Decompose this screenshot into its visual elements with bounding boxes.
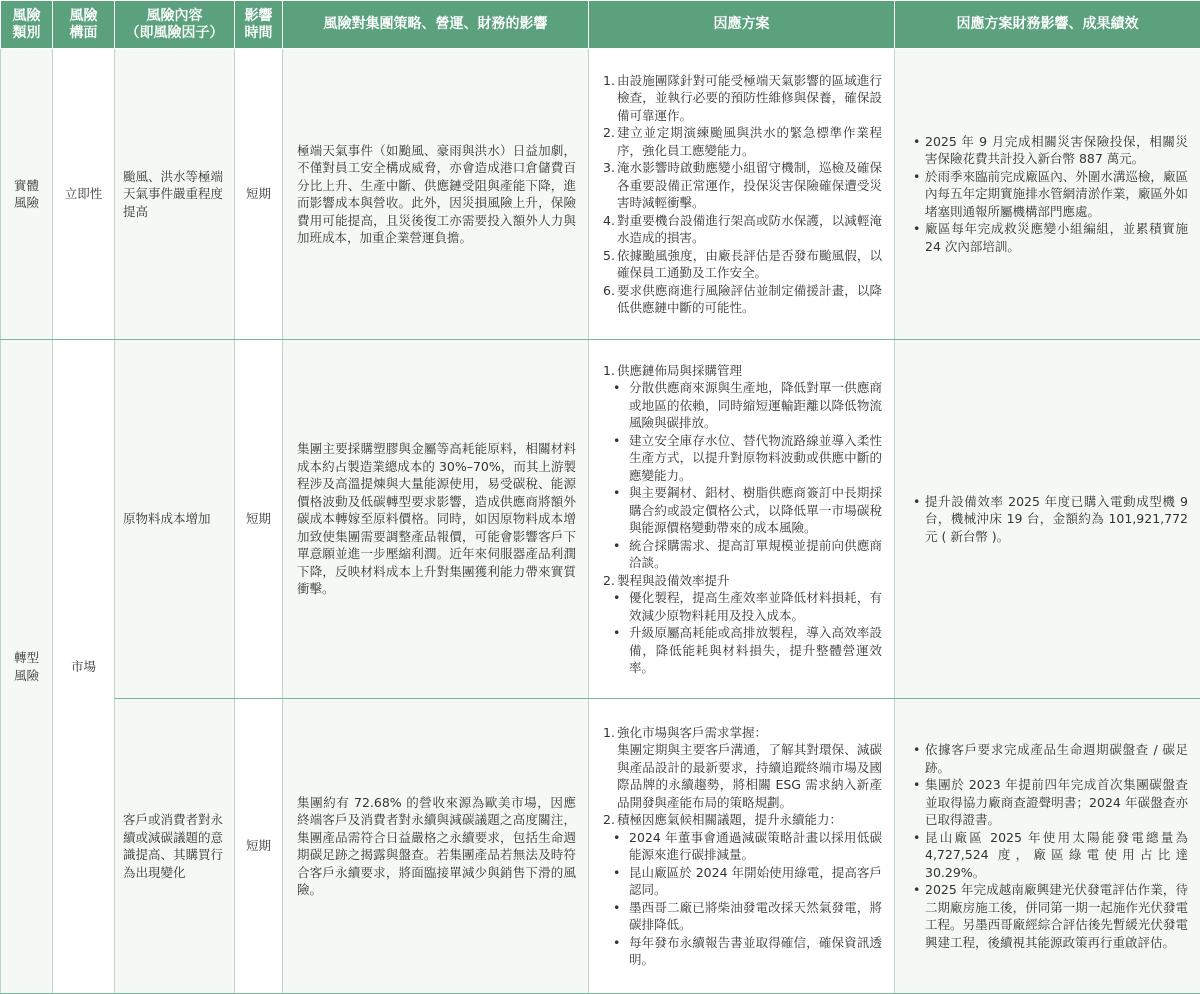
plan-item: 2. 積極因應氣候相關議題，提升永續能力： • 2024 年董事會通過減碳策略計畫以採用低碳能源來進行碳排減量。 • 昆山廠區於 2024 年開始使用綠電，提高客戶認同。 • 墨西哥二廠已將柴油發電改採天然氣發電，將碳排降低。 • 每年發布永續報告書並取得確信，確保資訊透明。 [603, 811, 882, 969]
plan-cell [589, 49, 895, 340]
result-item: • 於雨季來臨前完成廠區內、外圍水溝巡檢，廠區內每五年定期實施排水管網清淤作業，廠區外如堵塞則通報所屬機構部門應處。 [913, 168, 1188, 221]
plan-subitem: • 升級原屬高耗能或高排放製程，導入高效率設備，降低能耗與材料損失，提升整體營運效率。 [603, 624, 882, 677]
risk-content-cell: 原物料成本增加 [115, 340, 235, 699]
impact-time-cell: 短期 [235, 49, 283, 340]
header-plan: 因應方案 [589, 1, 895, 49]
result-cell [895, 340, 1200, 699]
plan-description: 集團定期與主要客戶溝通，了解其對環保、減碳與產品設計的最新要求，持續追蹤終端市場及國際品牌的永續趨勢，將相關 ESG 需求納入新產品開發與產能布局的策略規劃。 [617, 741, 882, 811]
plan-item: 4. 對重要機台設備進行架高或防水保護，以減輕淹水造成的損害。 [603, 212, 882, 247]
header-risk-aspect: 風險 構面 [53, 1, 115, 49]
risk-type-cell: 轉型風險 [1, 340, 53, 994]
plan-item: 1. 強化市場與客戶需求掌握： 集團定期與主要客戶溝通，了解其對環保、減碳與產品設計的最新要求，持續追蹤終端市場及國際品牌的永續趨勢，將相關 ESG 需求納入新產品開發與產能布局的策略規劃。 [603, 724, 882, 812]
impact-time-cell: 短期 [235, 699, 283, 994]
header-risk-type: 風險 類別 [1, 1, 53, 49]
risk-aspect-cell: 立即性 [53, 49, 115, 340]
plan-subitem: • 建立安全庫存水位、替代物流路線並導入柔性生產方式，以提升對原物料波動或供應中斷的應變能力。 [603, 432, 882, 485]
header-row [1, 1, 1200, 49]
risk-type-cell: 實體風險 [1, 49, 53, 340]
risk-content-cell: 颱風、洪水等極端天氣事件嚴重程度提高 [115, 49, 235, 340]
plan-subitem: • 每年發布永續報告書並取得確信，確保資訊透明。 [603, 934, 882, 969]
risk-content-cell: 客戶或消費者對永續或減碳議題的意識提高、其購買行為出現變化 [115, 699, 235, 994]
result-item: • 昆山廠區 2025 年使用太陽能發電總量為 4,727,524 度，廠區綠電使用占比達 30.29%。 [913, 829, 1188, 882]
result-item: • 提升設備效率 2025 年度已購入電動成型機 9 台，機械沖床 19 台，金額約為 101,921,772 元 ( 新台幣 )。 [913, 493, 1188, 546]
plan-item: 1. 供應鏈佈局與採購管理 • 分散供應商來源與生產地，降低對單一供應商或地區的依賴，同時縮短運輸距離以降低物流風險與碳排放。 • 建立安全庫存水位、替代物流路線並導入柔性生產方式，以提升對原物料波動或供應中斷的應變能力。 • 與主要鋼材、鋁材、樹脂供應商簽訂中長期採購合約或設定價格公式，以降低單一市場碳稅與能源價格變動帶來的成本風險。 • 統合採購需求、提高訂單規模並提前向供應商洽談。 [603, 362, 882, 572]
table-row [1, 699, 1200, 994]
plan-item: 5. 依據颱風強度，由廠長評估是否發布颱風假，以確保員工通勤及工作安全。 [603, 247, 882, 282]
result-cell [895, 49, 1200, 340]
impact-time-cell: 短期 [235, 340, 283, 699]
header-risk-content: 風險內容 （即風險因子） [115, 1, 235, 49]
result-cell [895, 699, 1200, 994]
plan-subitem: • 昆山廠區於 2024 年開始使用綠電，提高客戶認同。 [603, 864, 882, 899]
plan-subitem: • 與主要鋼材、鋁材、樹脂供應商簽訂中長期採購合約或設定價格公式，以降低單一市場碳稅與能源價格變動帶來的成本風險。 [603, 484, 882, 537]
plan-item: 2. 建立並定期演練颱風與洪水的緊急標準作業程序，強化員工應變能力。 [603, 124, 882, 159]
plan-subitem: • 分散供應商來源與生產地，降低對單一供應商或地區的依賴，同時縮短運輸距離以降低物流風險與碳排放。 [603, 379, 882, 432]
result-item: • 2025 年 9 月完成相關災害保險投保，相關災害保險花費共計投入新台幣 887 萬元。 [913, 133, 1188, 168]
header-impact: 風險對集團策略、營運、財務的影響 [283, 1, 589, 49]
plan-item: 1. 由設施團隊針對可能受極端天氣影響的區域進行檢查，並執行必要的預防性維修與保養，確保設備可靠運作。 [603, 72, 882, 125]
result-item: • 2025 年完成越南廠興建光伏發電評估作業，待二期廠房施工後，併同第一期一起施作光伏發電工程。另墨西哥廠經綜合評估後先暫緩光伏發電興建工程，後續視其能源政策再行重啟評估。 [913, 881, 1188, 951]
result-item: • 依據客戶要求完成產品生命週期碳盤查 / 碳足跡。 [913, 741, 1188, 776]
plan-cell [589, 340, 895, 699]
plan-subitem: • 墨西哥二廠已將柴油發電改採天然氣發電，將碳排降低。 [603, 899, 882, 934]
risk-aspect-cell: 市場 [53, 340, 115, 994]
table-row [1, 340, 1200, 699]
plan-subitem: • 統合採購需求、提高訂單規模並提前向供應商洽談。 [603, 537, 882, 572]
plan-item: 2. 製程與設備效率提升 • 優化製程，提高生產效率並降低材料損耗，有效減少原物料耗用及投入成本。 • 升級原屬高耗能或高排放製程，導入高效率設備，降低能耗與材料損失，提升整體營運效率。 [603, 572, 882, 677]
plan-item: 6. 要求供應商進行風險評估並制定備援計畫，以降低供應鏈中斷的可能性。 [603, 282, 882, 317]
plan-subitem: • 優化製程，提高生產效率並降低材料損耗，有效減少原物料耗用及投入成本。 [603, 589, 882, 624]
plan-subitem: • 2024 年董事會通過減碳策略計畫以採用低碳能源來進行碳排減量。 [603, 829, 882, 864]
header-impact-time: 影響 時間 [235, 1, 283, 49]
plan-cell [589, 699, 895, 994]
impact-cell: 集團約有 72.68% 的營收來源為歐美市場，因應終端客戶及消費者對永續與減碳議題之高度關注，集團產品需符合日益嚴格之永續要求，包括生命週期碳足跡之揭露與盤查。若集團產品若無法及時符合客戶永續要求，將面臨接單減少與銷售下滑的風險。 [283, 699, 589, 994]
result-item: • 廠區每年完成救災應變小組編組，並累積實施 24 次內部培訓。 [913, 220, 1188, 255]
impact-cell: 極端天氣事件（如颱風、豪雨與洪水）日益加劇，不僅對員工安全構成威脅，亦會造成港口倉儲費百分比上升、生產中斷、供應鏈受阻與產能下降，進而影響成本與營收。此外，因災損風險上升，保險費用可能提高，且災後復工亦需要投入額外人力與加班成本，加重企業營運負擔。 [283, 49, 589, 340]
impact-cell: 集團主要採購塑膠與金屬等高耗能原料，相關材料成本約占製造業總成本的 30%–70%，而其上游製程涉及高溫提煉與大量能源使用，易受碳稅、能源價格波動及低碳轉型要求影響，造成供應商將額外碳成本轉嫁至原料價格。同時，如因原物料成本增加致使集團需要調整產品報價，可能會影響客戶下單意願並進一步壓縮利潤。近年來伺服器產品利潤下降，反映材料成本上升對集團獲利能力帶來實質衝擊。 [283, 340, 589, 699]
header-result: 因應方案財務影響、成果績效 [895, 1, 1200, 49]
result-item: • 集團於 2023 年提前四年完成首次集團碳盤查並取得協力廠商查證聲明書；2024 年碳盤查亦已取得證書。 [913, 776, 1188, 829]
table-row [1, 49, 1200, 340]
plan-item: 3. 淹水影響時啟動應變小組留守機制，巡檢及確保各重要設備正常運作，投保災害保險確保遭受災害時減輕衝擊。 [603, 159, 882, 212]
